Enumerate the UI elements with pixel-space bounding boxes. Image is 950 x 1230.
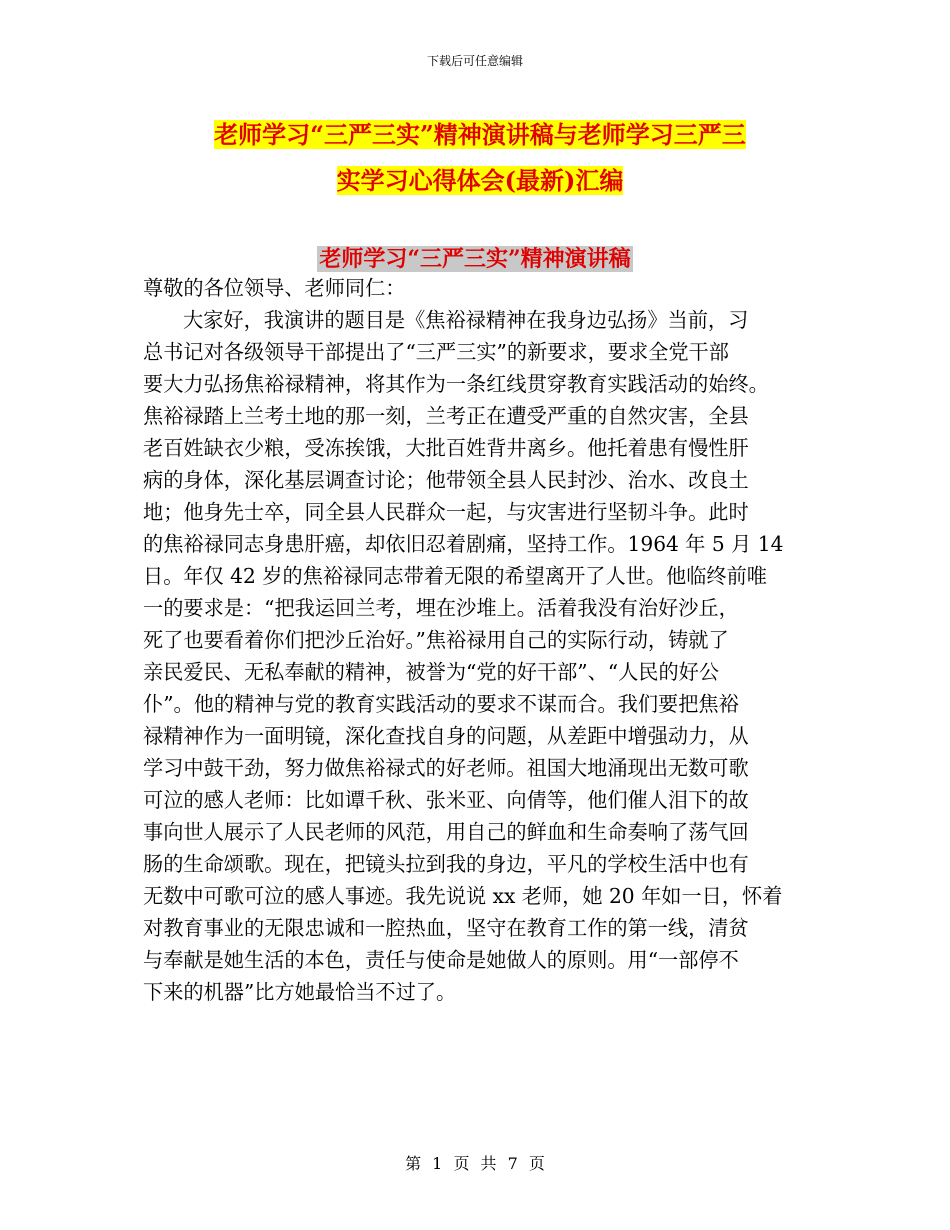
- paragraph-line: 老百姓缺衣少粮，受冻挨饿，大批百姓背井离乡。他托着患有慢性肝: [143, 436, 749, 460]
- paragraph-line: 学习中鼓干劲，努力做焦裕禄式的好老师。祖国大地涌现出无数可歌: [143, 756, 749, 780]
- document-title-line-1: 老师学习“三严三实”精神演讲稿与老师学习三严三: [214, 120, 746, 149]
- salutation: 尊敬的各位领导、老师同仁：: [143, 276, 406, 300]
- paragraph-line: 对教育事业的无限忠诚和一腔热血，坚守在教育工作的第一线，清贫: [143, 916, 749, 940]
- section-heading-text: 老师学习“三严三实”精神演讲稿: [319, 246, 631, 272]
- paragraph-line: 禄精神作为一面明镜，深化查找自身的问题，从差距中增强动力，从: [143, 724, 749, 748]
- paragraph-line: 肠的生命颂歌。现在，把镜头拉到我的身边，平凡的学校生活中也有: [143, 852, 749, 876]
- paragraph-line: 日。年仅 42 岁的焦裕禄同志带着无限的希望离开了人世。他临终前唯: [143, 564, 767, 588]
- section-heading: [0, 244, 950, 274]
- paragraph-line: 死了也要看着你们把沙丘治好。”焦裕禄用自己的实际行动，铸就了: [143, 628, 729, 652]
- paragraph-line: 可泣的感人老师：比如谭千秋、张米亚、向倩等，他们催人泪下的故: [143, 788, 749, 812]
- paragraph-line: 仆”。他的精神与党的教育实践活动的要求不谋而合。我们要把焦裕: [143, 692, 739, 716]
- paragraph-line: 无数中可歌可泣的感人事迹。我先说说 xx 老师，她 20 年如一日，怀着: [143, 884, 783, 908]
- paragraph-line: 大家好，我演讲的题目是《焦裕禄精神在我身边弘扬》当前，习: [183, 308, 749, 332]
- paragraph-line: 总书记对各级领导干部提出了“三严三实”的新要求，要求全党干部: [143, 340, 729, 364]
- paragraph-line: 与奉献是她生活的本色，责任与使命是她做人的原则。用“一部停不: [143, 948, 739, 972]
- document-title-line-2: 实学习心得体会(最新)汇编: [336, 166, 624, 195]
- page-header: 下载后可任意编辑: [426, 54, 523, 68]
- paragraph-line: 亲民爱民、无私奉献的精神，被誉为“党的好干部”、“人民的好公: [143, 660, 720, 684]
- page-footer: 第 1 页 共 7 页: [405, 1154, 545, 1173]
- paragraph-line: 事向世人展示了人民老师的风范，用自己的鲜血和生命奏响了荡气回: [143, 820, 749, 844]
- paragraph-line: 要大力弘扬焦裕禄精神，将其作为一条红线贯穿教育实践活动的始终。: [143, 372, 769, 396]
- paragraph-line: 一的要求是：“把我运回兰考，埋在沙堆上。活着我没有治好沙丘，: [143, 596, 739, 620]
- paragraph-line: 的焦裕禄同志身患肝癌，却依旧忍着剧痛，坚持工作。1964 年 5 月 14: [143, 532, 784, 556]
- paragraph-line: 焦裕禄踏上兰考土地的那一刻，兰考正在遭受严重的自然灾害，全县: [143, 404, 749, 428]
- document-title: [180, 112, 780, 204]
- body-text: [143, 272, 805, 1008]
- paragraph-line: 地；他身先士卒，同全县人民群众一起，与灾害进行坚韧斗争。此时: [143, 500, 749, 524]
- paragraph-line: 病的身体，深化基层调查讨论；他带领全县人民封沙、治水、改良土: [143, 468, 749, 492]
- paragraph-line: 下来的机器”比方她最恰当不过了。: [143, 980, 457, 1004]
